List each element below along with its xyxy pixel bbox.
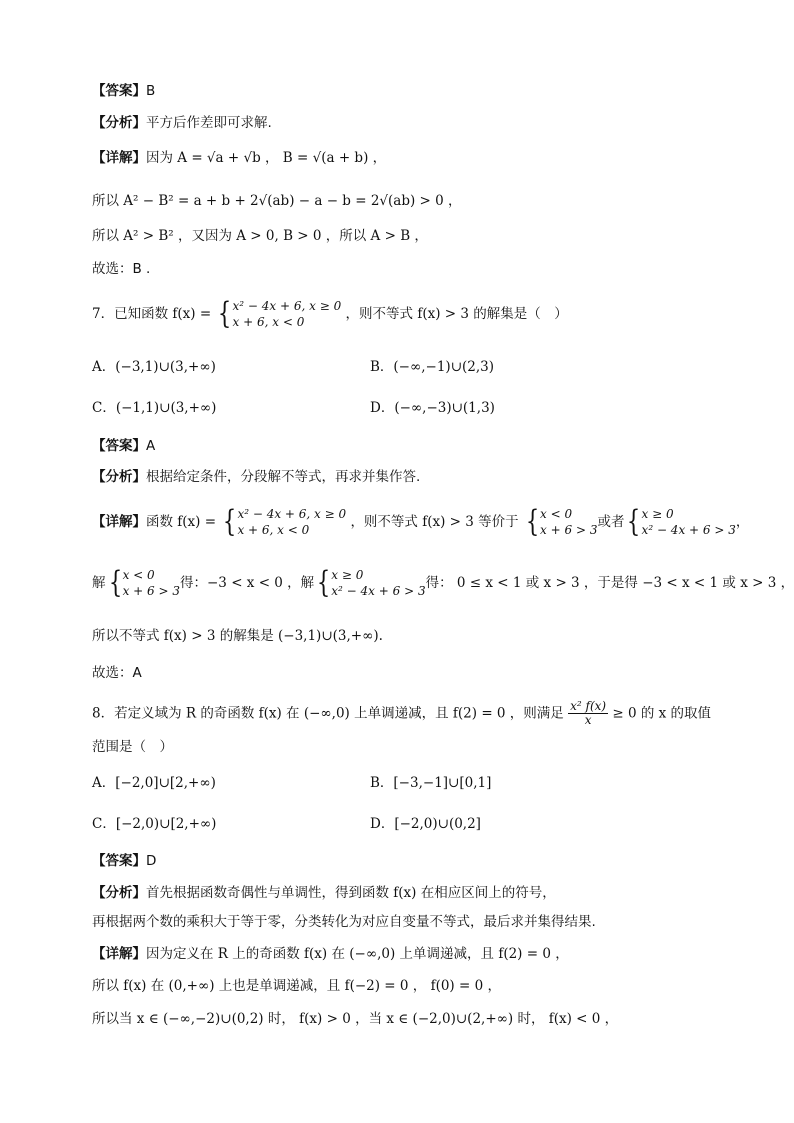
d7-case-2: x + 6, x < 0 [237,523,310,537]
brace-icon: { [218,296,232,331]
d7-e1b: x ≥ 0 [331,568,364,582]
answer-value: D [146,853,157,869]
d7-c2b: x + 6 > 3 [122,584,180,598]
detail-8-line-3: 所以当 x ∈ (−∞,−2)∪(0,2) 时， f(x) > 0 ，当 x ∈ (−2,0)∪(2,+∞) 时， f(x) < 0 ， [92,1011,619,1027]
d7-b: ，则不等式 f(x) > 3 等价于 [350,514,519,530]
d7-e2b: x² − 4x + 6 > 3 [331,584,426,598]
detail-tag: 【详解】 [92,150,146,166]
q8-frac-num: x² f(x) [570,699,607,713]
d7-f: ， [735,514,750,530]
q8-option-b: B．[−3,−1]∪[0,1] [370,775,492,791]
d7-piecewise [237,506,346,538]
detail-6-line-4: 故选：B . [92,261,151,277]
q7-option-d: D．(−∞,−3)∪(1,3) [370,400,495,416]
d7-system-2 [642,506,736,538]
answer-7 [92,437,155,455]
analysis-text: 根据给定条件，分段解不等式，再求并集作答. [146,469,421,485]
q8-option-a: A．[−2,0]∪[2,+∞) [92,775,216,791]
q7-case-1: x² − 4x + 6, x ≥ 0 [232,299,342,313]
q7-option-a: A．(−3,1)∪(3,+∞) [92,359,216,375]
analysis-6 [92,114,272,132]
analysis-7 [92,468,420,486]
detail-8-line-2: 所以 f(x) 在 (0,+∞) 上也是单调递减，且 f(−2) = 0 ， f(0) = 0 ， [92,978,501,994]
brace-icon: { [223,504,237,539]
d7-c2: x + 6 > 3 [540,523,598,537]
d7-a: 函数 f(x) = [146,514,217,530]
q7-option-c: C．(−1,1)∪(3,+∞) [92,400,217,416]
d7-system-1 [540,506,597,538]
detail-tag: 【详解】 [92,946,146,962]
answer-tag: 【答案】 [92,438,146,454]
detail-7-line-3: 所以不等式 f(x) > 3 的解集是 (−3,1)∪(3,+∞). [92,628,383,644]
analysis-8-line-2: 再根据两个数的乘积大于等于零，分类转化为对应自变量不等式，最后求并集得结果. [92,914,596,930]
q8-stem-a: 8．若定义域为 R 的奇函数 f(x) 在 (−∞,0) 上单调递减，且 f(2) = 0 ，则满足 [92,705,564,722]
q7-stem-a: 7．已知函数 f(x) = [92,306,212,322]
q8-option-c: C．[−2,0)∪[2,+∞) [92,816,217,832]
analysis-tag: 【分析】 [92,115,146,131]
brace-icon: { [525,504,540,539]
brace-icon: { [317,565,331,600]
d7-case-1: x² − 4x + 6, x ≥ 0 [237,507,347,521]
d7-e2: x² − 4x + 6 > 3 [641,523,736,537]
answer-6 [92,82,155,100]
brace-icon: { [627,504,641,539]
detail-text: 因为定义在 R 上的奇函数 f(x) 在 (−∞,0) 上单调递减，且 f(2) = 0 ， [146,946,569,962]
d7-d: 或者 [597,514,625,530]
detail-7-line-1 [92,506,749,538]
detail-6-line-1 [92,149,386,167]
d7-system-4 [331,567,425,599]
analysis-8-line-1 [92,884,556,902]
d7-c1: x < 0 [540,507,573,521]
q8-stem-c: 范围是（ ） [92,739,173,755]
q8-fraction [568,700,608,727]
detail-6-line-3: 所以 A² > B² ，又因为 A > 0, B > 0 ，所以 A > B ， [92,228,428,244]
brace-icon: { [108,565,122,600]
d7-i: 得： 0 ≤ x < 1 或 x > 3 ，于是得 −3 < x < 1 或 x > 3 ， [425,575,794,591]
answer-tag: 【答案】 [92,83,146,99]
question-7-stem [92,298,568,330]
q7-option-b: B．(−∞,−1)∪(2,3) [370,359,495,375]
detail-6-line-2: 所以 A² − B² = a + b + 2√(ab) − a − b = 2√(ab) > 0 ， [92,193,462,209]
q8-option-d: D．[−2,0)∪(0,2] [370,816,481,832]
q8-stem-b: ≥ 0 的 x 的取值 [612,705,712,722]
answer-value: B [146,83,156,99]
question-8-stem [92,700,711,727]
detail-7-line-2 [92,567,794,599]
answer-8 [92,852,156,870]
q8-frac-den: x [584,713,592,727]
answer-value: A [146,438,156,454]
analysis-text: 首先根据函数奇偶性与单调性，得到函数 f(x) 在相应区间上的符号， [146,885,556,901]
d7-system-3 [123,567,180,599]
q7-piecewise [233,298,342,330]
analysis-tag: 【分析】 [92,469,146,485]
d7-h: 得：−3 < x < 0 ，解 [180,575,315,591]
q7-stem-b: ，则不等式 f(x) > 3 的解集是（ ） [345,306,568,322]
analysis-tag: 【分析】 [92,885,146,901]
detail-tag: 【详解】 [92,514,146,530]
detail-text: 因为 A = √a + √b ， B = √(a + b) ， [146,150,387,166]
d7-g: 解 [92,575,106,591]
q7-case-2: x + 6, x < 0 [232,315,305,329]
d7-e1: x ≥ 0 [641,507,674,521]
answer-tag: 【答案】 [92,853,146,869]
analysis-text: 平方后作差即可求解. [146,115,272,131]
d7-c1b: x < 0 [122,568,155,582]
detail-7-line-4: 故选：A [92,665,142,681]
detail-8-line-1 [92,945,569,963]
